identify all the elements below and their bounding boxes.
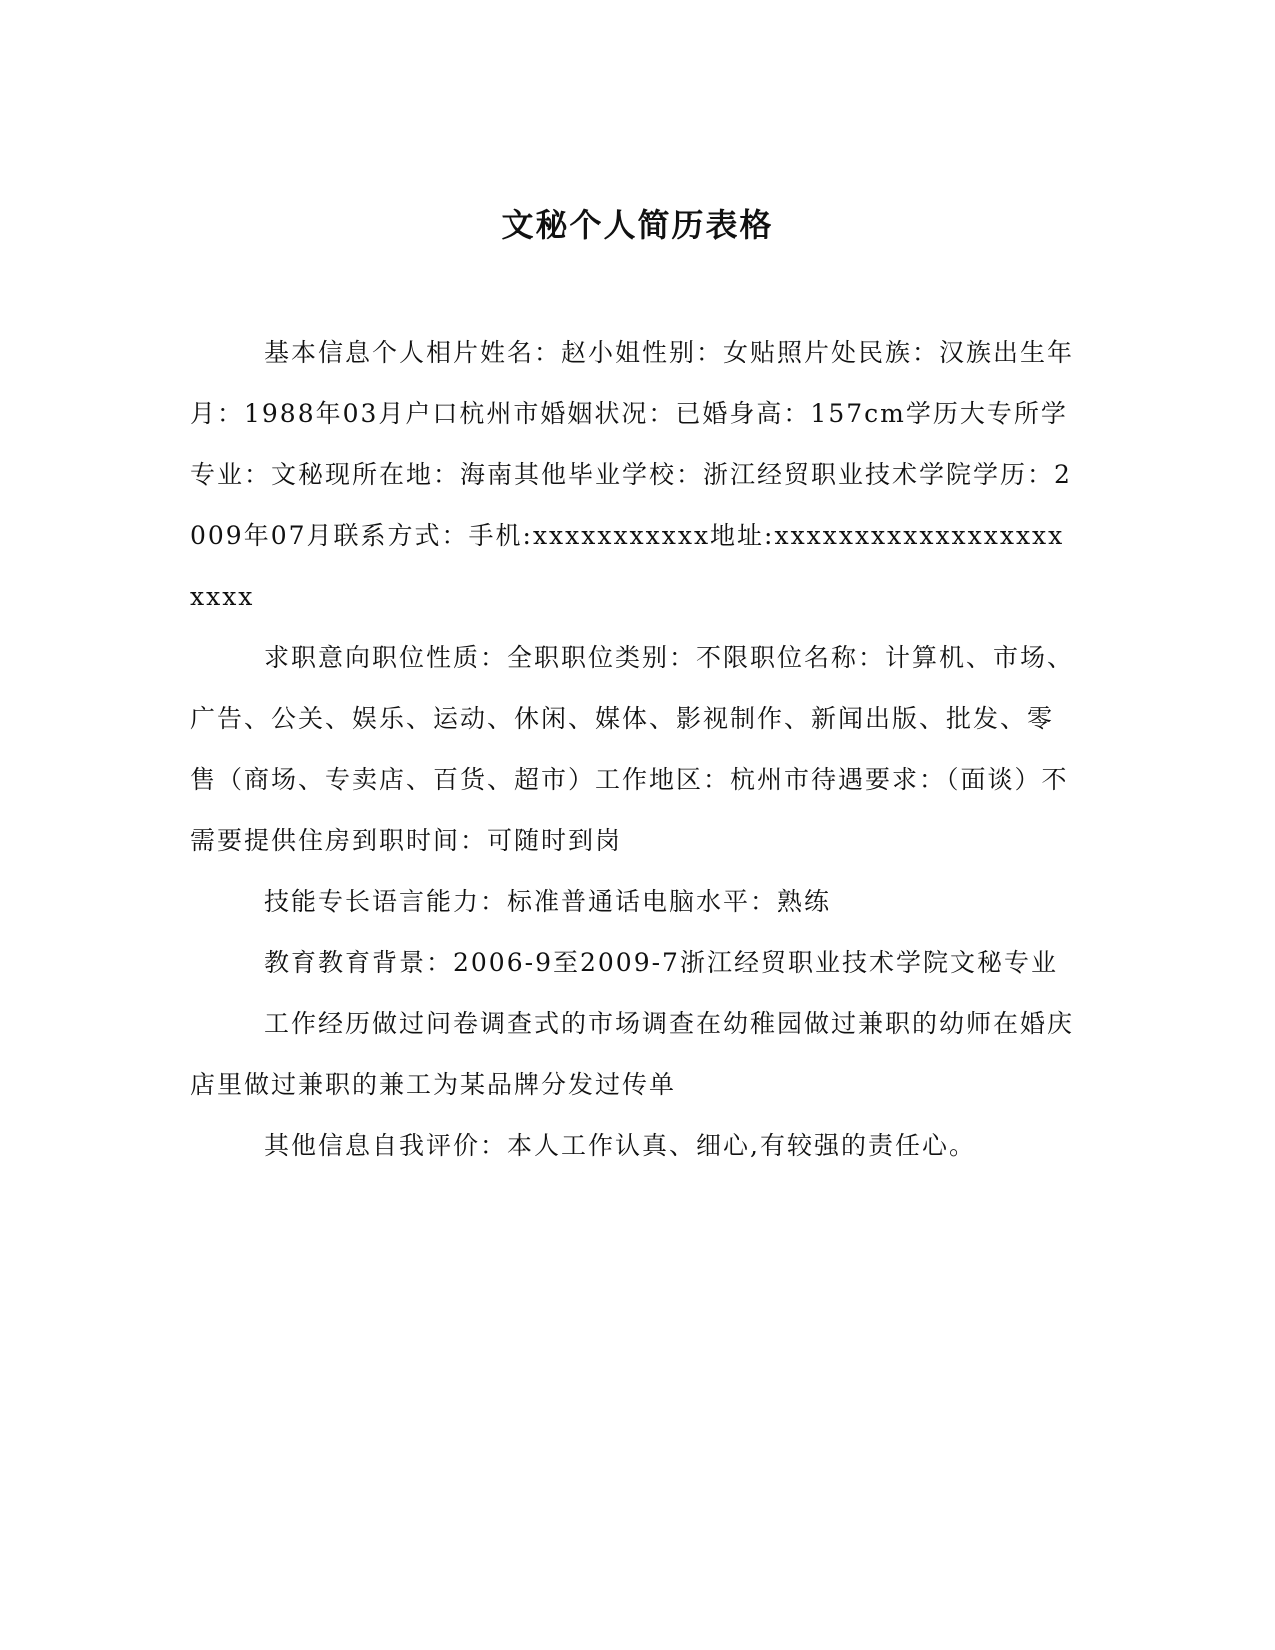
document-title: 文秘个人简历表格 — [501, 206, 774, 244]
paragraph-job-intention: 求职意向职位性质：全职职位类别：不限职位名称：计算机、市场、广告、公关、娱乐、运动、休闲、媒体、影视制作、新闻出版、批发、零售（商场、专卖店、百货、超市）工作地区：杭州市待遇要求：（面谈）不需要提供住房到职时间：可随时到岗 — [190, 643, 1075, 855]
paragraph-work-experience: 工作经历做过问卷调查式的市场调查在幼稚园做过兼职的幼师在婚庆店里做过兼职的兼工为某品牌分发过传单 — [190, 1009, 1075, 1099]
paragraph-other-info: 其他信息自我评价：本人工作认真、细心,有较强的责任心。 — [264, 1131, 976, 1160]
document-body — [190, 322, 1078, 1176]
paragraph-basic-info: 基本信息个人相片姓名：赵小姐性别：女贴照片处民族：汉族出生年月：1988年03月户口杭州市婚姻状况：已婚身高：157cm学历大专所学专业：文秘现所在地：海南其他毕业学校：浙江经贸职业技术学院学历：2009年07月联系方式：手机:xxxxxxxxxxx地址:xxxxxxxxxxxxxxxxxxxxxx — [190, 338, 1075, 611]
paragraph-education: 教育教育背景：2006-9至2009-7浙江经贸职业技术学院文秘专业 — [264, 948, 1058, 977]
paragraph-skills: 技能专长语言能力：标准普通话电脑水平：熟练 — [264, 887, 832, 916]
